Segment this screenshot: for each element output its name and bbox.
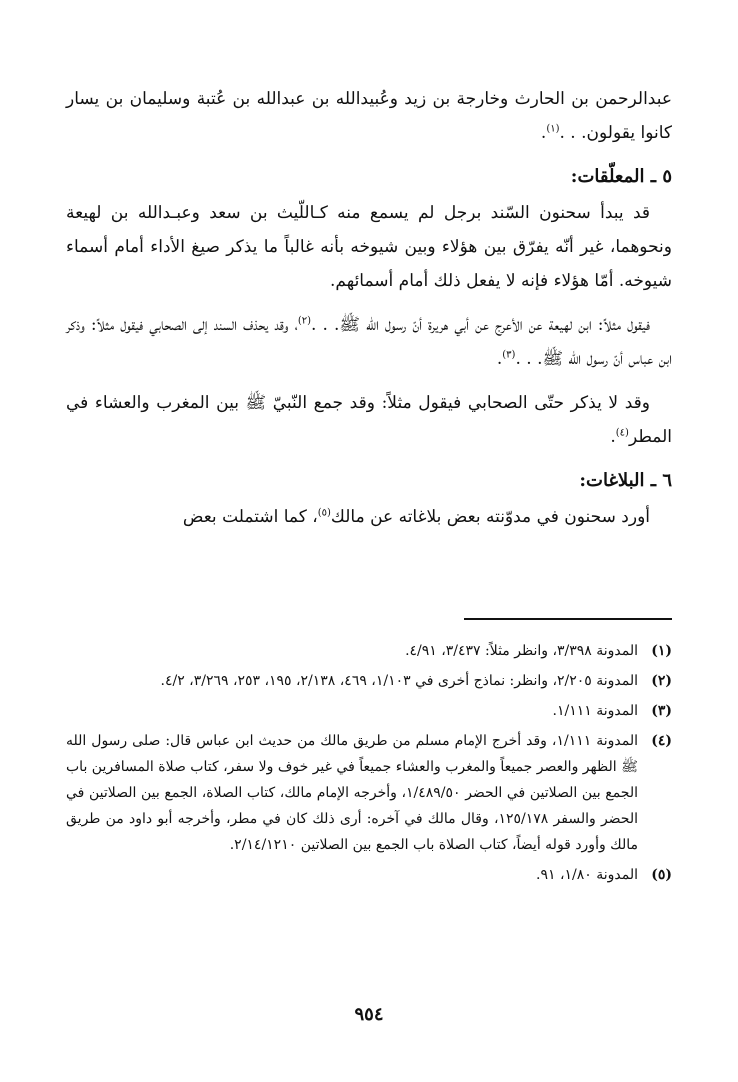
footnote-separator (464, 618, 672, 620)
paragraph-1-end: . (540, 123, 547, 143)
paragraph-4-text-b: . (610, 427, 616, 447)
footnote-text: المدونة ١/١١١، وقد أخرج الإمام مسلم من طريق مالك من حديث ابن عباس قال: صلى رسول الله ﷺ الظهر والعصر جميعاً والمغرب والعشاء جميعاً في غير خوف ولا سفر، كتاب صلاة المسافرين باب الجمع بين الصلاتين في الحضر ١/٤٨٩/٥٠، وأخرجه الإمام مالك، كتاب الصلاة، الجمع بين الصلاتين في الحضر والسفر ١٢٥/١٧٨، وقال مالك في آخره: أرى ذلك كان في مطر، وأخرجه أبو داود من طريق مالك وأورد قوله أيضاً، كتاب الصلاة باب الجمع بين الصلاتين ٢/١٤/١٢١٠. (66, 733, 638, 853)
paragraph-5-text-b: ، كما اشتملت بعض (182, 507, 318, 527)
footnote-text: المدونة ١/٨٠، ٩١. (536, 867, 638, 883)
paragraph-3 (66, 308, 672, 376)
page-number: ٩٥٤ (354, 1004, 384, 1025)
footnote (66, 668, 672, 694)
footnote (66, 698, 672, 724)
paragraph-4 (66, 386, 672, 454)
footnote-number: (٤) (651, 733, 672, 749)
footnote-text: المدونة ٢/٢٠٥، وانظر: نماذج أخرى في ١/١٠٣، ٤٦٩، ٢/١٣٨، ١٩٥، ٢٥٣، ٣/٢٦٩، ٤/٢. (160, 673, 638, 689)
section-heading-6: ٦ ـ البلاغات: (579, 470, 672, 491)
paragraph-5-text-a: أورد سحنون في مدوّنته بعض بلاغاته عن مالك (330, 507, 650, 527)
footnote-text: المدونة ١/١١١. (552, 703, 638, 719)
footnote (66, 728, 672, 858)
footnote-text: المدونة ٣/٣٩٨، وانظر مثلاً: ٣/٤٣٧، ٤/٩١. (405, 643, 638, 659)
main-text (66, 82, 672, 544)
footnote-ref-1: (١) (546, 123, 560, 135)
footnote (66, 862, 672, 888)
footnote-ref-3: (٣) (502, 349, 516, 361)
paragraph-3-text-b: ، وقد يحذف السند إلى الصحابي فيقول مثلاً: وذكر ابن عباس أنّ رسول الله ﷺ. . . (66, 315, 672, 369)
footnote-number: (١) (651, 643, 672, 659)
footnote-number: (٥) (651, 867, 672, 883)
footnote (66, 638, 672, 664)
paragraph-3-text-a: فيقول مثلاً: ابن لهيعة عن الأعرج عن أبي هريرة أنّ رسول الله ﷺ. . . (311, 315, 650, 335)
paragraph-5 (66, 500, 672, 534)
paragraph-2: قد يبدأ سحنون السّند برجل لم يسمع منه كـاللّيث بن سعد وعبـدالله بن لهيعة ونحوهما، غير أنّه يفرّق بين هؤلاء وبين شيوخه بأنه غالباً ما يذكر صيغ الأداء أمام أسماء شيوخه. أمّا هؤلاء فإنه لا يفعل ذلك أمام أسمائهم. (66, 203, 672, 291)
paragraph-1-text: عبدالرحمن بن الحارث وخارجة بن زيد وعُبيدالله بن عبدالله بن عُتبة وسليمان بن يسار كانوا يقولون. . . (66, 89, 672, 143)
footnote-number: (٢) (651, 673, 672, 689)
footnote-ref-5: (٥) (317, 507, 331, 519)
paragraph-1 (66, 82, 672, 150)
footnote-ref-4: (٤) (615, 427, 629, 439)
footnotes (66, 638, 672, 892)
footnote-ref-2: (٢) (297, 315, 312, 327)
footnote-number: (٣) (651, 703, 672, 719)
paragraph-3-text-c: . (496, 349, 503, 369)
paragraph-4-text-a: وقد لا يذكر حتّى الصحابي فيقول مثلاً: وقد جمع النّبيّ ﷺ بين المغرب والعشاء في المطر (66, 393, 672, 447)
section-heading-5: ٥ ـ المعلّقات: (570, 166, 672, 187)
